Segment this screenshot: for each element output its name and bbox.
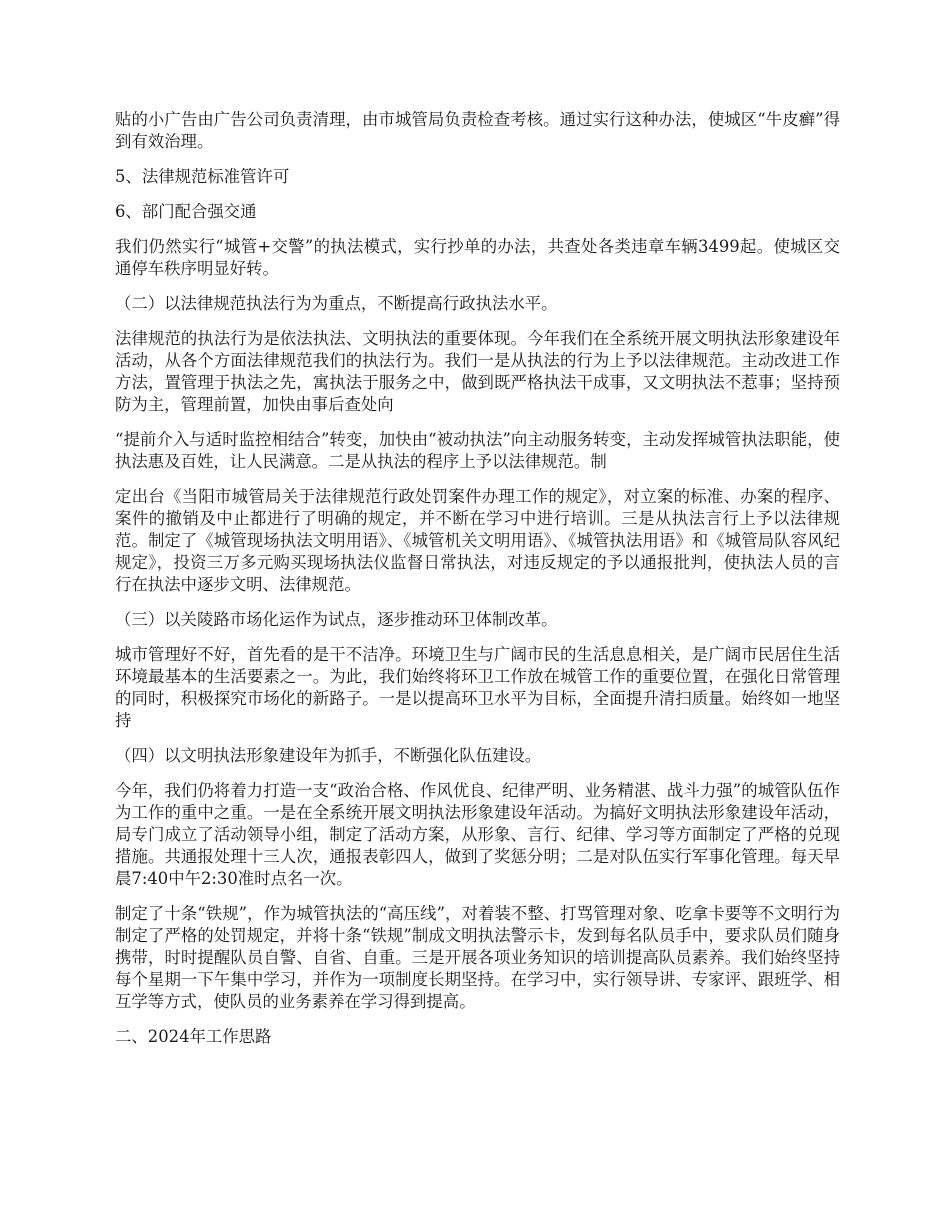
paragraph: 制定了十条“铁规”，作为城管执法的“高压线”，对着装不整、打骂管理对象、吃拿卡要等不文明行为制定了严格的处罚规定，并将十条“铁规”制成文明执法警示卡，发到每名队员手中，要求队员们随身携带，时时提醒队员自警、自省、自重。三是开展各项业务知识的培训提高队员素养。我们始终坚持每个星期一下午集中学习，并作为一项制度长期坚持。在学习中，实行领导讲、专家评、跟班学、相互学等方式，使队员的业务素养在学习得到提高。 (115, 904, 840, 1011)
paragraph: 定出台《当阳市城管局关于法律规范行政处罚案件办理工作的规定》，对立案的标准、办案的程序、案件的撤销及中止都进行了明确的规定，并不断在学习中进行培训。三是从执法言行上予以法律规范。制定了《城管现场执法文明用语》、《城管机关文明用语》、《城管执法用语》和《城管局队容风纪规定》，投资三万多元购买现场执法仪监督日常执法，对违反规定的予以通报批判，使执法人员的言行在执法中逐步文明、法律规范。 (115, 487, 840, 594)
paragraph: 我们仍然实行“城管+交警”的执法模式，实行抄单的办法，共查处各类违章车辆3499起。使城区交通停车秩序明显好转。 (115, 237, 840, 278)
section-heading: 二、2024年工作思路 (115, 1027, 272, 1046)
section-heading: 5、法律规范标准管许可 (115, 167, 290, 186)
document-body (115, 109, 840, 1061)
paragraph: 城市管理好不好，首先看的是干不洁净。环境卫生与广阔市民的生活息息相关，是广阔市民居住生活环境最基本的生活要素之一。为此，我们始终将环卫工作放在城管工作的重要位置，在强化日常管理的同时，积极探究市场化的新路子。一是以提高环卫水平为目标，全面提升清扫质量。始终如一地坚持 (115, 645, 840, 730)
section-heading: （二）以法律规范执法行为为重点，不断提高行政执法水平。 (115, 294, 558, 313)
section-heading: 6、部门配合强交通 (115, 202, 257, 221)
section-heading: （三）以关陵路市场化运作为试点，逐步推动环卫体制改革。 (115, 610, 558, 629)
paragraph: 法律规范的执法行为是依法执法、文明执法的重要体现。今年我们在全系统开展文明执法形象建设年活动，从各个方面法律规范我们的执法行为。我们一是从执法的行为上予以法律规范。主动改进工作方法，置管理于执法之先，寓执法于服务之中，做到既严格执法干成事，又文明执法不惹事；坚持预防为主，管理前置，加快由事后查处向 (115, 329, 840, 414)
paragraph: 今年，我们仍将着力打造一支“政治合格、作风优良、纪律严明、业务精湛、战斗力强”的城管队伍作为工作的重中之重。一是在全系统开展文明执法形象建设年活动。为搞好文明执法形象建设年活动，局专门成立了活动领导小组，制定了活动方案，从形象、言行、纪律、学习等方面制定了严格的兑现措施。共通报处理十三人次，通报表彰四人，做到了奖惩分明；二是对队伍实行军事化管理。每天早晨7:40中午2:30准时点名一次。 (115, 781, 840, 888)
section-heading: （四）以文明执法形象建设年为抓手，不断强化队伍建设。 (115, 746, 542, 765)
paragraph: “提前介入与适时监控相结合”转变，加快由“被动执法”向主动服务转变，主动发挥城管执法职能，使执法惠及百姓，让人民满意。二是从执法的程序上予以法律规范。制 (115, 430, 840, 471)
paragraph: 贴的小广告由广告公司负责清理，由市城管局负责检查考核。通过实行这种办法，使城区“牛皮癣”得到有效治理。 (115, 110, 840, 151)
